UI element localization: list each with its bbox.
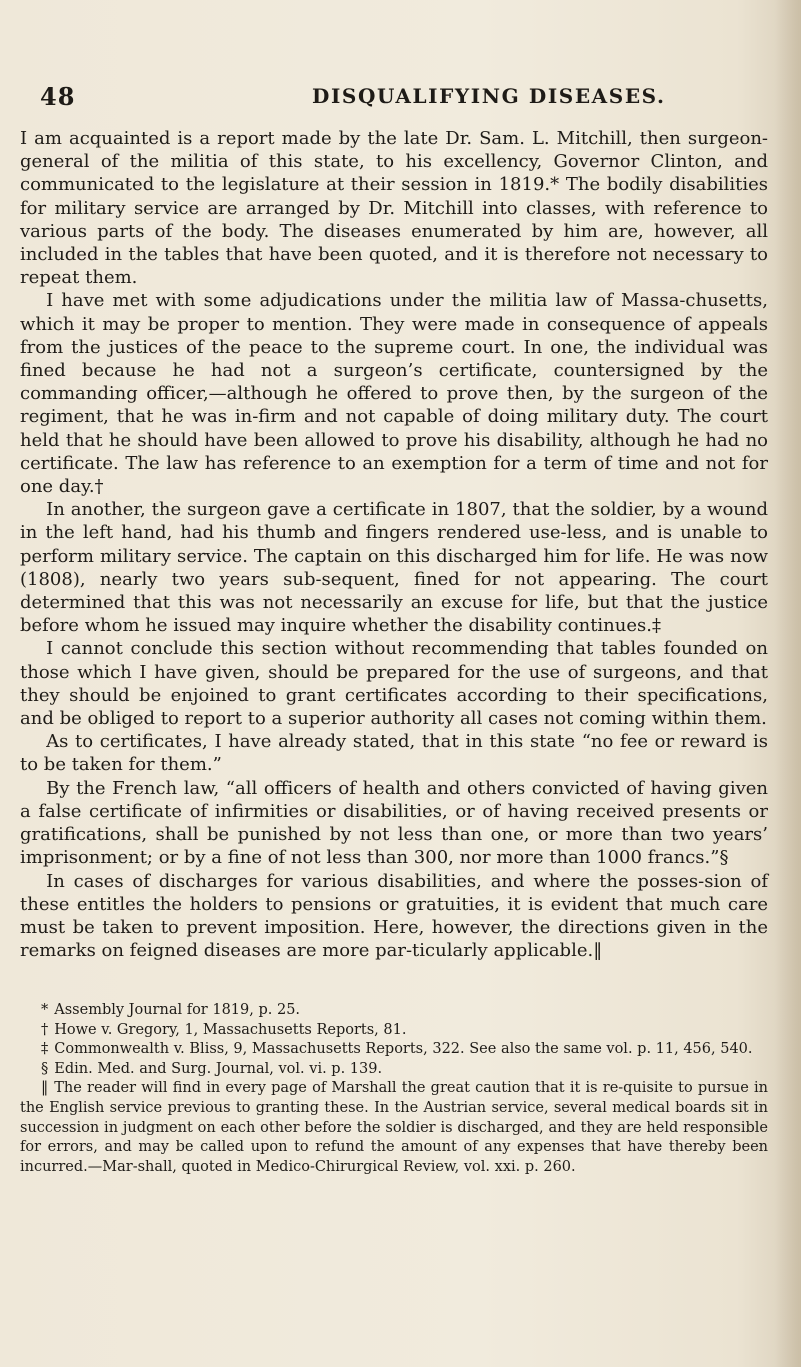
footnote-text: Edin. Med. and Surg. Journal, vol. vi. p. 139.	[54, 1060, 383, 1077]
paragraph: In cases of discharges for various disabilities, and where the posses-sion of these entitles the holders to pensions or gratuities, it is evident that much care must be taken to prevent imposition. Here, however, the directions given in the remarks on feigned diseases are more par-ticularly applicable.‖	[20, 870, 768, 962]
footnote-mark: ‖	[41, 1080, 49, 1097]
footnote-text: Howe v. Gregory, 1, Massachusetts Reports, 81.	[54, 1021, 407, 1038]
footnote	[20, 1040, 768, 1060]
footnote-text: Assembly Journal for 1819, p. 25.	[54, 1002, 301, 1018]
paragraph: I am acquainted is a report made by the late Dr. Sam. L. Mitchill, then surgeon-general of the militia of this state, to his excellency, Governor Clinton, and communicated to the legislature at their session in 1819.* The bodily disabilities for military service are arranged by Dr. Mitchill into classes, with reference to various parts of the body. The diseases enumerated by him are, however, all included in the tables that have been quoted, and it is therefore not necessary to repeat them.	[20, 128, 768, 289]
body-text	[20, 127, 768, 962]
paragraph: In another, the surgeon gave a certificate in 1807, that the soldier, by a wound in the left hand, had his thumb and fingers rendered use-less, and is unable to perform military service. The captain on this discharged him for life. He was now (1808), nearly two years sub-sequent, fined for not appearing. The court determined that this was not necessarily an excuse for life, but that the justice before whom he issued may inquire whether the disability continues.‡	[20, 499, 768, 637]
footnote-mark: *	[41, 1002, 49, 1018]
footnotes	[20, 1001, 768, 1177]
footnote-mark: †	[41, 1021, 49, 1038]
footnote-text: The reader will find in every page of Marshall the great caution that it is re-quisite to pursue in the English service previous to granting these. In the Austrian service, several medical boards sit in succession in judgment on each other before the soldier is discharged, and they are held responsible for errors, and may be called upon to refund the amount of any expenses that have thereby been incurred.—Mar-shall, quoted in Medico-Chirurgical Review, vol. xxi. p. 260.	[20, 1080, 768, 1175]
footnote	[20, 1001, 768, 1021]
paragraph: I have met with some adjudications under the militia law of Massa-chusetts, which it may be proper to mention. They were made in consequence of appeals from the justices of the peace to the supreme court. In one, the individual was fined because he had not a surgeon’s certificate, countersigned by the commanding officer,—although he offered to prove then, by the surgeon of the regiment, that he was in-firm and not capable of doing military duty. The court held that he should have been allowed to prove his disability, although he had no certificate. The law has reference to an exemption for a term of time and not for one day.†	[20, 290, 768, 498]
footnote	[20, 1079, 768, 1177]
running-head-title: DISQUALIFYING DISEASES.	[312, 84, 666, 108]
footnote	[20, 1021, 768, 1041]
footnote-mark: §	[41, 1060, 49, 1077]
footnote	[20, 1060, 768, 1080]
paragraph: By the French law, “all officers of health and others convicted of having given a false certificate of infirmities or disabilities, or of having received presents or gratifications, shall be punished by not less than one, or more than two years’ imprisonment; or by a fine of not less than 300, nor more than 1000 francs.”§	[20, 777, 768, 869]
running-head	[40, 82, 760, 114]
paragraph: I cannot conclude this section without recommending that tables founded on those which I have given, should be prepared for the use of surgeons, and that they should be enjoined to grant certificates according to their specifications, and be obliged to report to a superior authority all cases not coming within them.	[20, 638, 768, 730]
paragraph: As to certificates, I have already stated, that in this state “no fee or reward is to be taken for them.”	[20, 731, 768, 776]
footnote-mark: ‡	[41, 1041, 49, 1058]
footnote-text: Commonwealth v. Bliss, 9, Massachusetts Reports, 322. See also the same vol. p. 11, 456, 540.	[54, 1041, 753, 1058]
page-number: 48	[40, 82, 76, 111]
